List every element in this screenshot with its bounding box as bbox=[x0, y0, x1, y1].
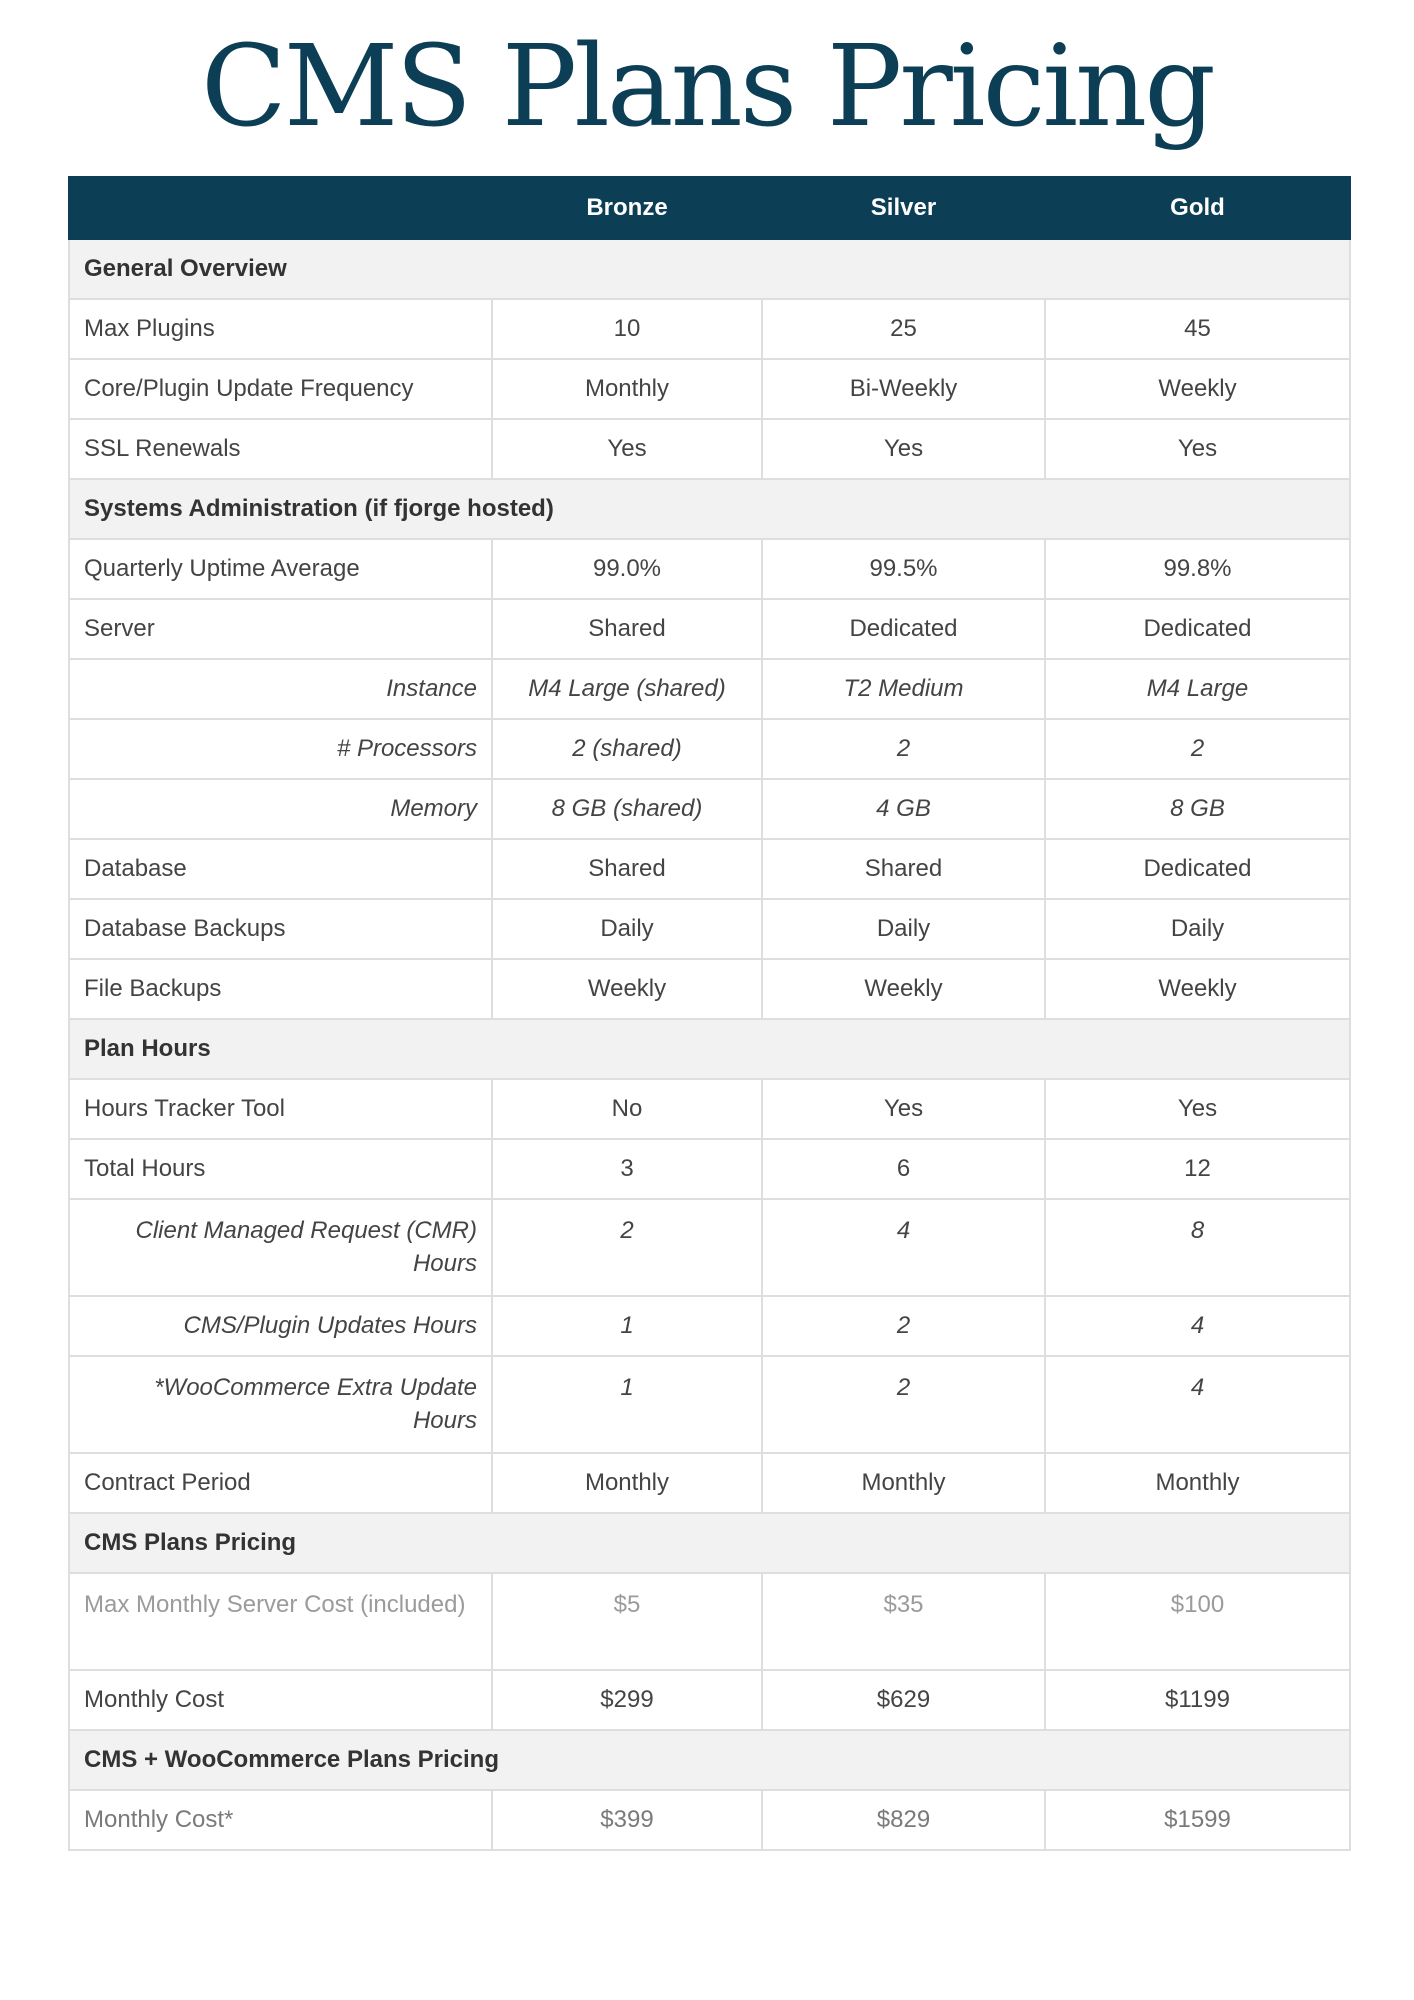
row-label: CMS/Plugin Updates Hours bbox=[69, 1296, 492, 1356]
cell-gold: 45 bbox=[1045, 299, 1350, 359]
cell-gold: $100 bbox=[1045, 1573, 1350, 1670]
cell-gold: 12 bbox=[1045, 1139, 1350, 1199]
row-label: File Backups bbox=[69, 959, 492, 1019]
cell-bronze: Shared bbox=[492, 599, 762, 659]
cell-gold: Daily bbox=[1045, 899, 1350, 959]
cell-gold: M4 Large bbox=[1045, 659, 1350, 719]
cell-silver: 2 bbox=[762, 1296, 1045, 1356]
cell-gold: 4 bbox=[1045, 1356, 1350, 1453]
table-row bbox=[69, 1139, 1350, 1199]
section-header-row bbox=[69, 1019, 1350, 1079]
cell-gold: Dedicated bbox=[1045, 599, 1350, 659]
row-label: Monthly Cost* bbox=[69, 1790, 492, 1850]
cell-bronze: 8 GB (shared) bbox=[492, 779, 762, 839]
cell-silver: Yes bbox=[762, 1079, 1045, 1139]
cell-bronze: No bbox=[492, 1079, 762, 1139]
cell-bronze: M4 Large (shared) bbox=[492, 659, 762, 719]
cell-silver: Monthly bbox=[762, 1453, 1045, 1513]
cell-bronze: Daily bbox=[492, 899, 762, 959]
pricing-table bbox=[68, 176, 1351, 1851]
table-row bbox=[69, 659, 1350, 719]
header-cell-silver: Silver bbox=[762, 177, 1045, 239]
cell-bronze: 1 bbox=[492, 1296, 762, 1356]
cell-gold: Yes bbox=[1045, 419, 1350, 479]
row-label: Quarterly Uptime Average bbox=[69, 539, 492, 599]
table-row bbox=[69, 539, 1350, 599]
row-label: Client Managed Request (CMR) Hours bbox=[69, 1199, 492, 1296]
cell-silver: Dedicated bbox=[762, 599, 1045, 659]
cell-silver: Weekly bbox=[762, 959, 1045, 1019]
cell-bronze: $299 bbox=[492, 1670, 762, 1730]
section-header: CMS + WooCommerce Plans Pricing bbox=[69, 1730, 1350, 1790]
cell-bronze: $5 bbox=[492, 1573, 762, 1670]
cell-gold: $1199 bbox=[1045, 1670, 1350, 1730]
row-label: Instance bbox=[69, 659, 492, 719]
cell-bronze: 1 bbox=[492, 1356, 762, 1453]
row-label: Max Monthly Server Cost (included) bbox=[69, 1573, 492, 1670]
row-label: Total Hours bbox=[69, 1139, 492, 1199]
cell-bronze: 2 (shared) bbox=[492, 719, 762, 779]
table-row bbox=[69, 899, 1350, 959]
table-row bbox=[69, 779, 1350, 839]
cell-silver: T2 Medium bbox=[762, 659, 1045, 719]
cell-silver: 2 bbox=[762, 1356, 1045, 1453]
table-row bbox=[69, 359, 1350, 419]
cell-gold: Dedicated bbox=[1045, 839, 1350, 899]
table-row bbox=[69, 1453, 1350, 1513]
cell-silver: 4 bbox=[762, 1199, 1045, 1296]
cell-silver: Bi-Weekly bbox=[762, 359, 1045, 419]
section-header-row bbox=[69, 1513, 1350, 1573]
cell-bronze: $399 bbox=[492, 1790, 762, 1850]
table-row bbox=[69, 1790, 1350, 1850]
table-header bbox=[69, 177, 1350, 239]
cell-bronze: 99.0% bbox=[492, 539, 762, 599]
table-row bbox=[69, 1079, 1350, 1139]
section-header-row bbox=[69, 1730, 1350, 1790]
section-header: General Overview bbox=[69, 239, 1350, 299]
table-row bbox=[69, 1670, 1350, 1730]
table-row bbox=[69, 1573, 1350, 1670]
cell-bronze: Weekly bbox=[492, 959, 762, 1019]
cell-bronze: 3 bbox=[492, 1139, 762, 1199]
row-label: Contract Period bbox=[69, 1453, 492, 1513]
row-label: Server bbox=[69, 599, 492, 659]
cell-bronze: 2 bbox=[492, 1199, 762, 1296]
table-row bbox=[69, 1199, 1350, 1296]
row-label: *WooCommerce Extra Update Hours bbox=[69, 1356, 492, 1453]
cell-bronze: Yes bbox=[492, 419, 762, 479]
table-row bbox=[69, 959, 1350, 1019]
cell-bronze: Shared bbox=[492, 839, 762, 899]
cell-gold: Monthly bbox=[1045, 1453, 1350, 1513]
table-row bbox=[69, 1356, 1350, 1453]
cell-bronze: Monthly bbox=[492, 359, 762, 419]
cell-gold: 8 bbox=[1045, 1199, 1350, 1296]
row-label: Max Plugins bbox=[69, 299, 492, 359]
cell-silver: Yes bbox=[762, 419, 1045, 479]
cell-silver: 6 bbox=[762, 1139, 1045, 1199]
cell-silver: 99.5% bbox=[762, 539, 1045, 599]
header-cell-gold: Gold bbox=[1045, 177, 1350, 239]
table-row bbox=[69, 719, 1350, 779]
cell-silver: 2 bbox=[762, 719, 1045, 779]
cell-silver: $35 bbox=[762, 1573, 1045, 1670]
section-header-row bbox=[69, 239, 1350, 299]
cell-gold: Weekly bbox=[1045, 959, 1350, 1019]
cell-silver: $629 bbox=[762, 1670, 1045, 1730]
header-cell-bronze: Bronze bbox=[492, 177, 762, 239]
cell-bronze: Monthly bbox=[492, 1453, 762, 1513]
row-label: Database Backups bbox=[69, 899, 492, 959]
cell-gold: Yes bbox=[1045, 1079, 1350, 1139]
section-header: Plan Hours bbox=[69, 1019, 1350, 1079]
header-row bbox=[69, 177, 1350, 239]
table-row bbox=[69, 1296, 1350, 1356]
cell-gold: 2 bbox=[1045, 719, 1350, 779]
cell-gold: $1599 bbox=[1045, 1790, 1350, 1850]
page-title: CMS Plans Pricing bbox=[201, 22, 1213, 152]
table-row bbox=[69, 419, 1350, 479]
table-row bbox=[69, 839, 1350, 899]
section-header: CMS Plans Pricing bbox=[69, 1513, 1350, 1573]
row-label: Database bbox=[69, 839, 492, 899]
cell-bronze: 10 bbox=[492, 299, 762, 359]
table-body bbox=[69, 239, 1350, 1850]
row-label: SSL Renewals bbox=[69, 419, 492, 479]
cell-silver: 25 bbox=[762, 299, 1045, 359]
row-label: Hours Tracker Tool bbox=[69, 1079, 492, 1139]
section-header: Systems Administration (if fjorge hosted) bbox=[69, 479, 1350, 539]
cell-gold: Weekly bbox=[1045, 359, 1350, 419]
cell-silver: Shared bbox=[762, 839, 1045, 899]
table-row bbox=[69, 599, 1350, 659]
cell-silver: $829 bbox=[762, 1790, 1045, 1850]
cell-gold: 99.8% bbox=[1045, 539, 1350, 599]
cell-silver: Daily bbox=[762, 899, 1045, 959]
row-label: Monthly Cost bbox=[69, 1670, 492, 1730]
cell-gold: 4 bbox=[1045, 1296, 1350, 1356]
cell-gold: 8 GB bbox=[1045, 779, 1350, 839]
header-cell-blank bbox=[69, 177, 492, 239]
cell-silver: 4 GB bbox=[762, 779, 1045, 839]
row-label: Memory bbox=[69, 779, 492, 839]
section-header-row bbox=[69, 479, 1350, 539]
row-label: # Processors bbox=[69, 719, 492, 779]
row-label: Core/Plugin Update Frequency bbox=[69, 359, 492, 419]
table-row bbox=[69, 299, 1350, 359]
